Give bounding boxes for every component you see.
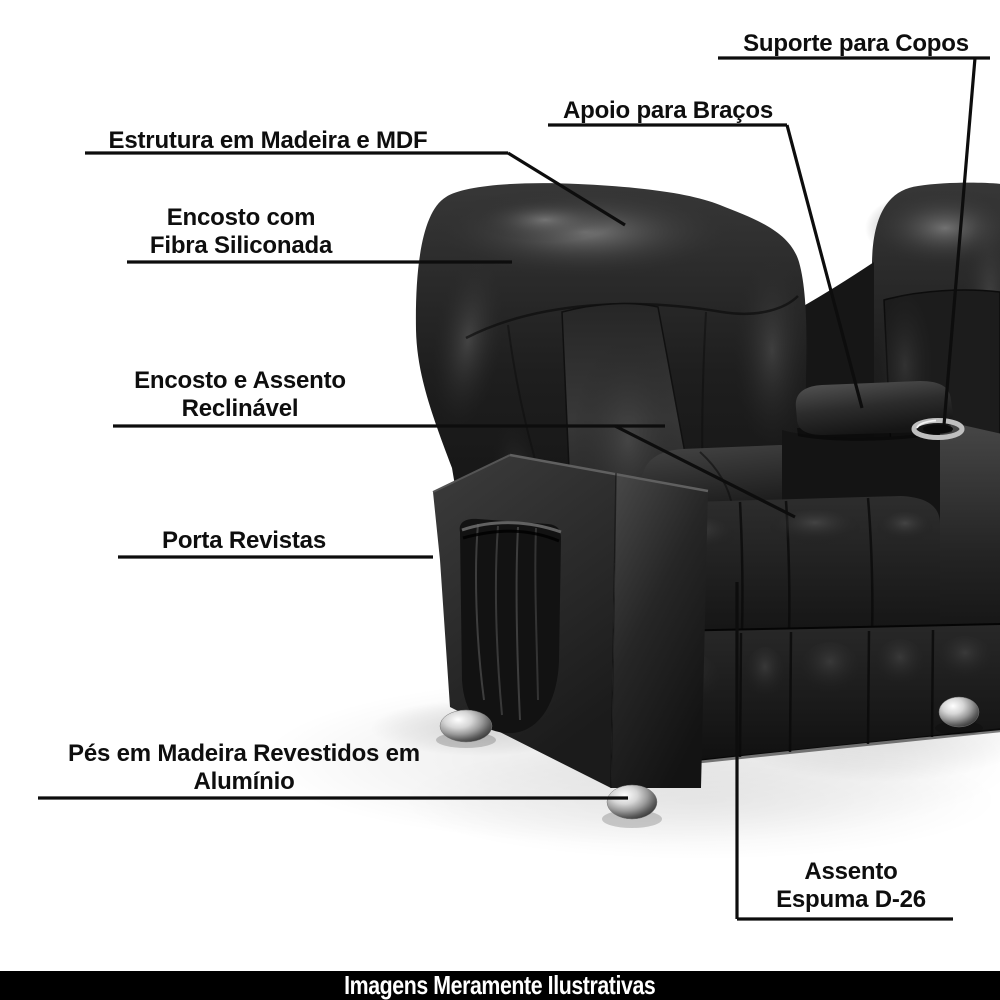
callout-encosto-reclinavel-label: [134, 367, 346, 423]
magazine-pocket: [460, 519, 561, 733]
callout-line-2: Fibra Siliconada: [149, 232, 333, 259]
callout-encosto-fibra-label: [150, 204, 332, 260]
callout-line-1: Assento: [804, 858, 898, 885]
callout-assento-espuma-label: [776, 858, 926, 914]
disclaimer-text: Imagens Meramente Ilustrativas: [344, 970, 656, 1000]
callout-apoio-bracos-label: Apoio para Braços: [563, 97, 773, 124]
callout-line-2: Alumínio: [193, 768, 295, 795]
console-right-face: [940, 420, 1000, 642]
callout-line-2: Reclinável: [181, 395, 299, 422]
disclaimer-bar: [0, 971, 1000, 1000]
foot-right: [939, 697, 979, 727]
callout-suporte-copos-label: Suporte para Copos: [743, 30, 969, 57]
callout-porta-revistas-label: Porta Revistas: [162, 527, 326, 554]
callout-line-1: Pés em Madeira Revestidos em: [68, 740, 420, 767]
arm-front-face: [611, 473, 708, 788]
foot-center: [607, 785, 657, 819]
callout-estrutura-label: Estrutura em Madeira e MDF: [108, 127, 428, 154]
callout-line-2: Espuma D-26: [776, 886, 926, 913]
callout-line-1: Encosto com: [166, 204, 316, 231]
callout-pes-madeira-label: [68, 740, 420, 796]
callout-line-1: Encosto e Assento: [134, 367, 346, 394]
foot-left: [440, 710, 492, 742]
